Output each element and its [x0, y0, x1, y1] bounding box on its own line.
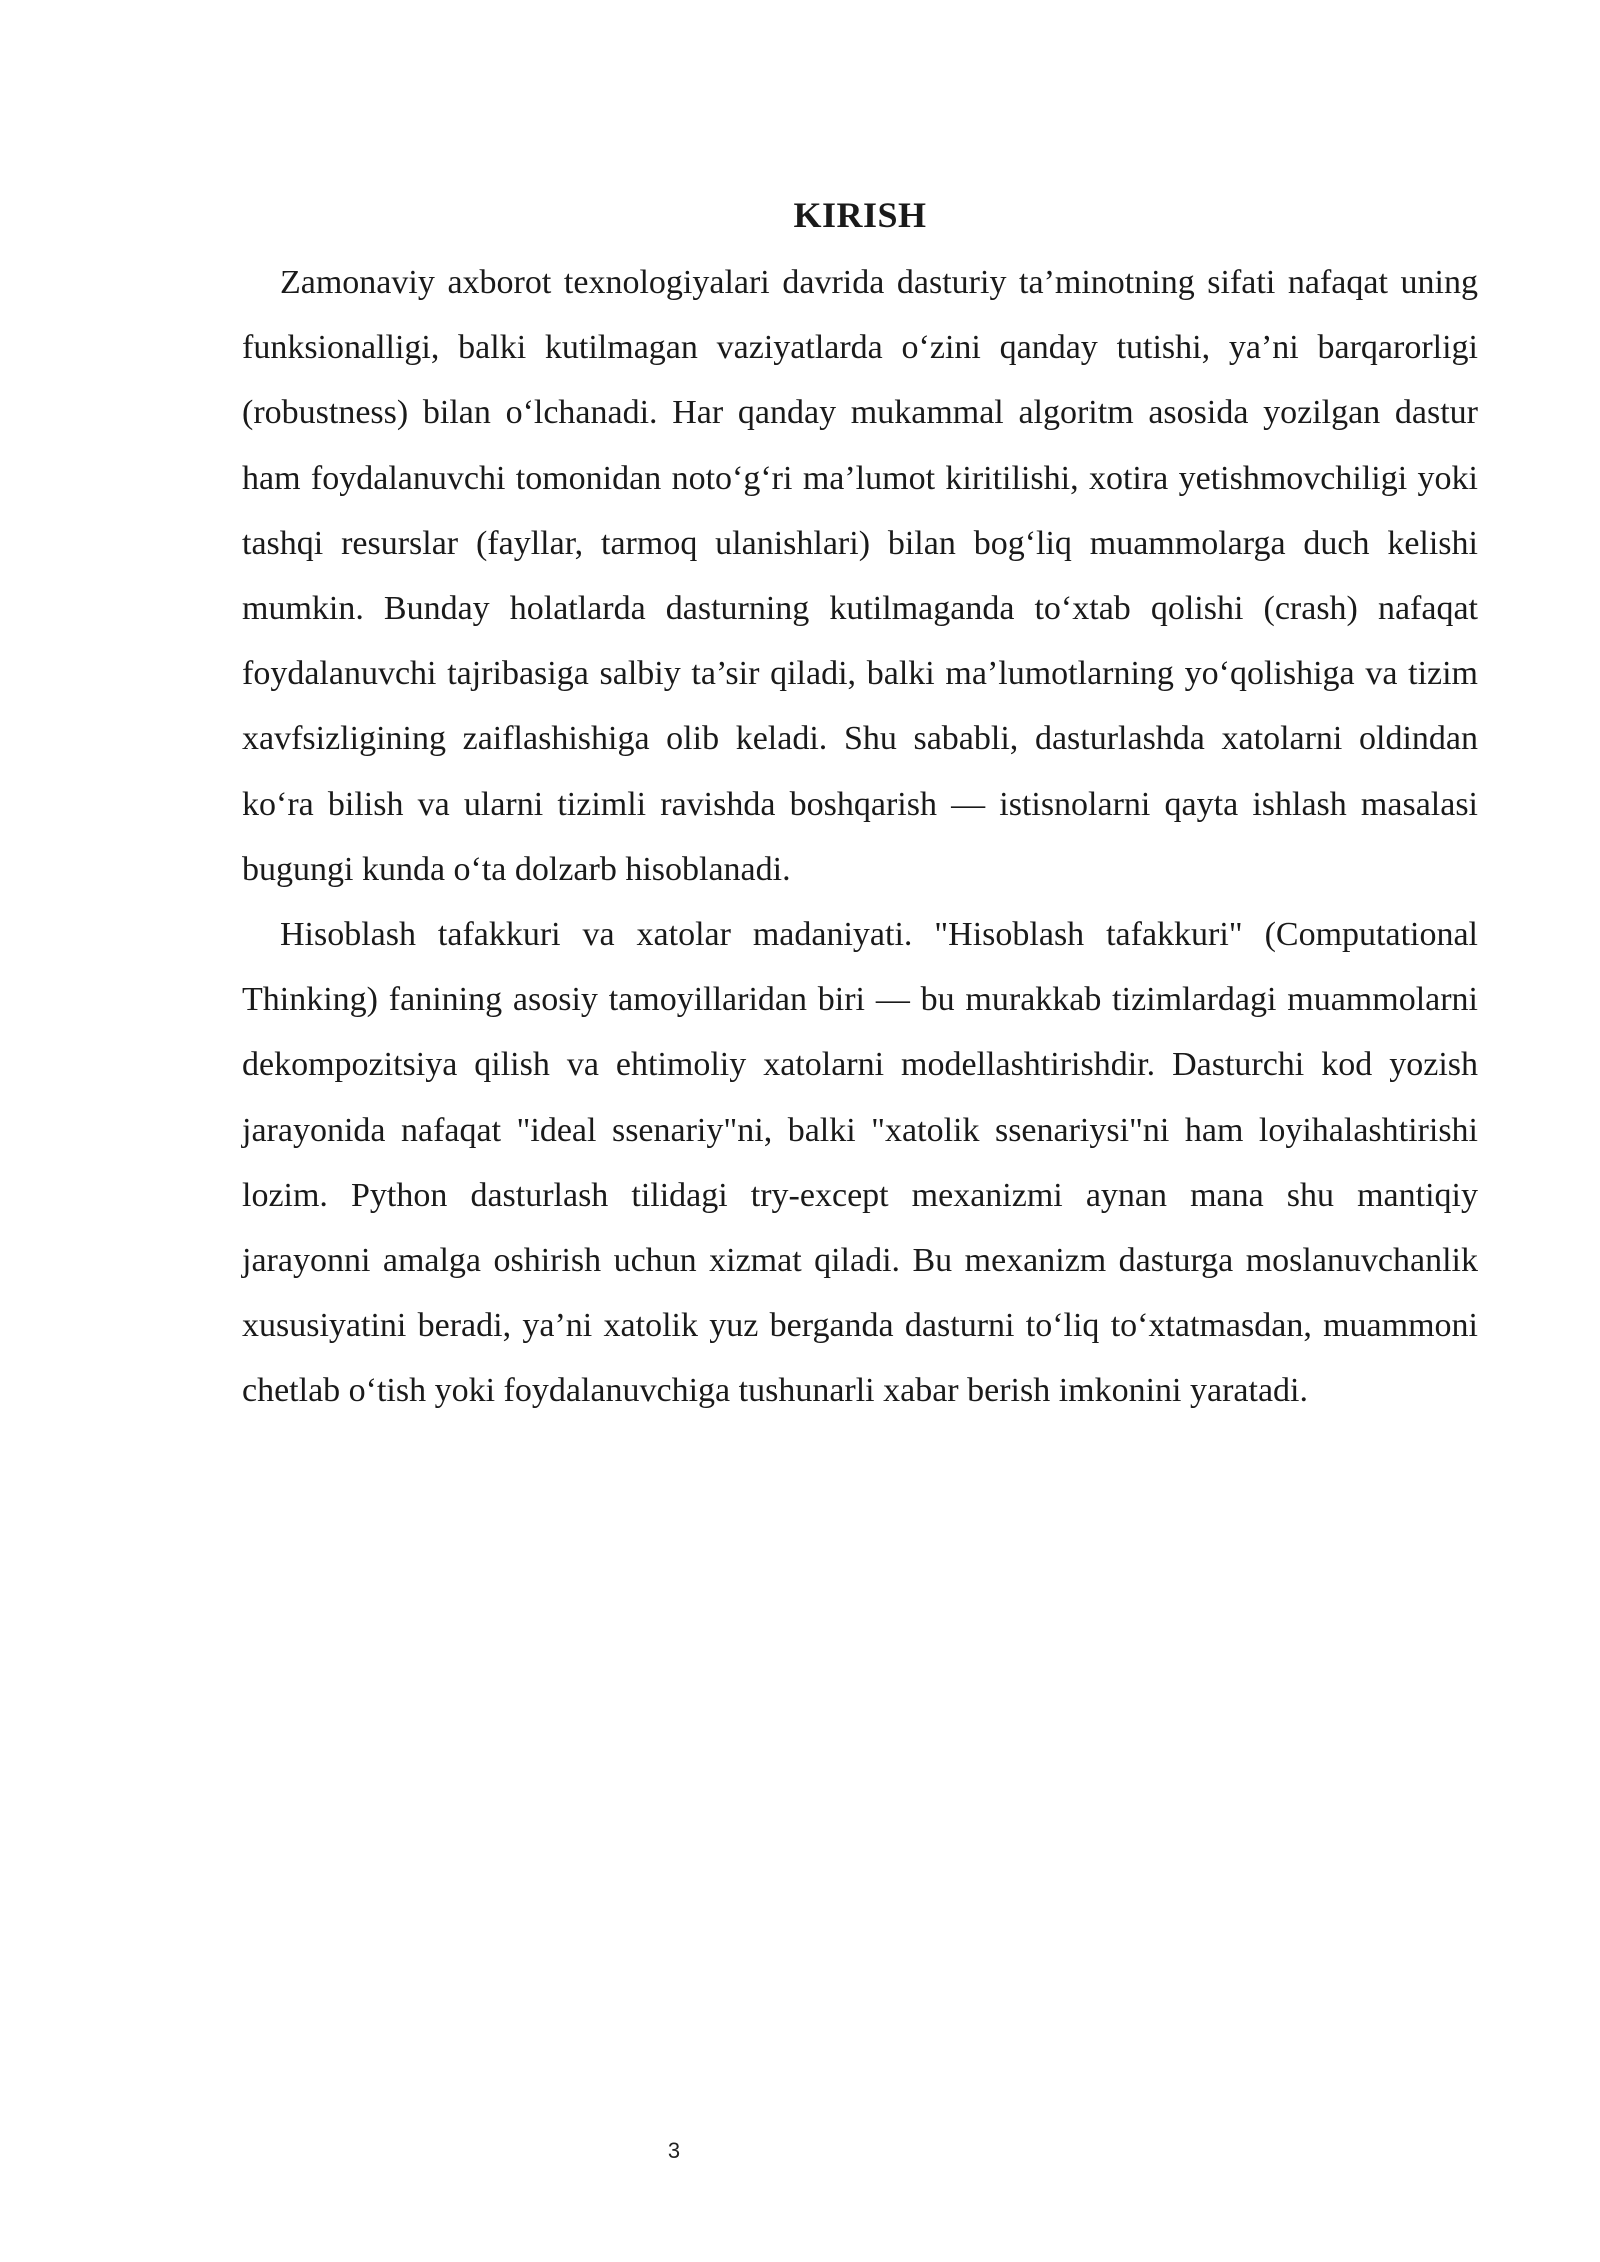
- paragraph-introduction: Zamonaviy axborot texnologiyalari davrida dasturiy ta’minotning sifati nafaqat uning funksionalligi, balki kutilmagan vaziyatlarda o‘zini qanday tutishi, ya’ni barqarorligi (robustness) bilan o‘lchanadi. Har qanday mukammal algoritm asosida yozilgan dastur ham foydalanuvchi tomonidan noto‘g‘ri ma’lumot kiritilishi, xotira yetishmovchiligi yoki tashqi resurslar (fayllar, tarmoq ulanishlari) bilan bog‘liq muammolarga duch kelishi mumkin. Bunday holatlarda dasturning kutilmaganda to‘xtab qolishi (crash) nafaqat foydalanuvchi tajribasiga salbiy ta’sir qiladi, balki ma’lumotlarning yo‘qolishiga va tizim xavfsizligining zaiflashishiga olib keladi. Shu sababli, dasturlashda xatolarni oldindan ko‘ra bilish va ularni tizimli ravishda boshqarish — istisnolarni qayta ishlash masalasi bugungi kunda o‘ta dolzarb hisoblanadi.: [242, 264, 1478, 888]
- section-title: KIRISH: [793, 195, 927, 235]
- page-content: [242, 190, 1478, 1424]
- paragraph-computational-thinking: Hisoblash tafakkuri va xatolar madaniyati. "Hisoblash tafakkuri" (Computational Thinking) fanining asosiy tamoyillaridan biri — bu murakkab tizimlardagi muammolarni dekompozitsiya qilish va ehtimoliy xatolarni modellashtirishdir. Dasturchi kod yozish jarayonida nafaqat "ideal ssenariy"ni, balki "xatolik ssenariysi"ni ham loyihalashtirishi lozim. Python dasturlash tilidagi try-except mexanizmi aynan mana shu mantiqiy jarayonni amalga oshirish uchun xizmat qiladi. Bu mexanizm dasturga moslanuvchanlik xususiyatini beradi, ya’ni xatolik yuz berganda dasturni to‘liq to‘xtatmasdan, muammoni chetlab o‘tish yoki foydalanuvchiga tushunarli xabar berish imkonini yaratadi.: [242, 916, 1478, 1410]
- page-number: 3: [667, 2138, 681, 2163]
